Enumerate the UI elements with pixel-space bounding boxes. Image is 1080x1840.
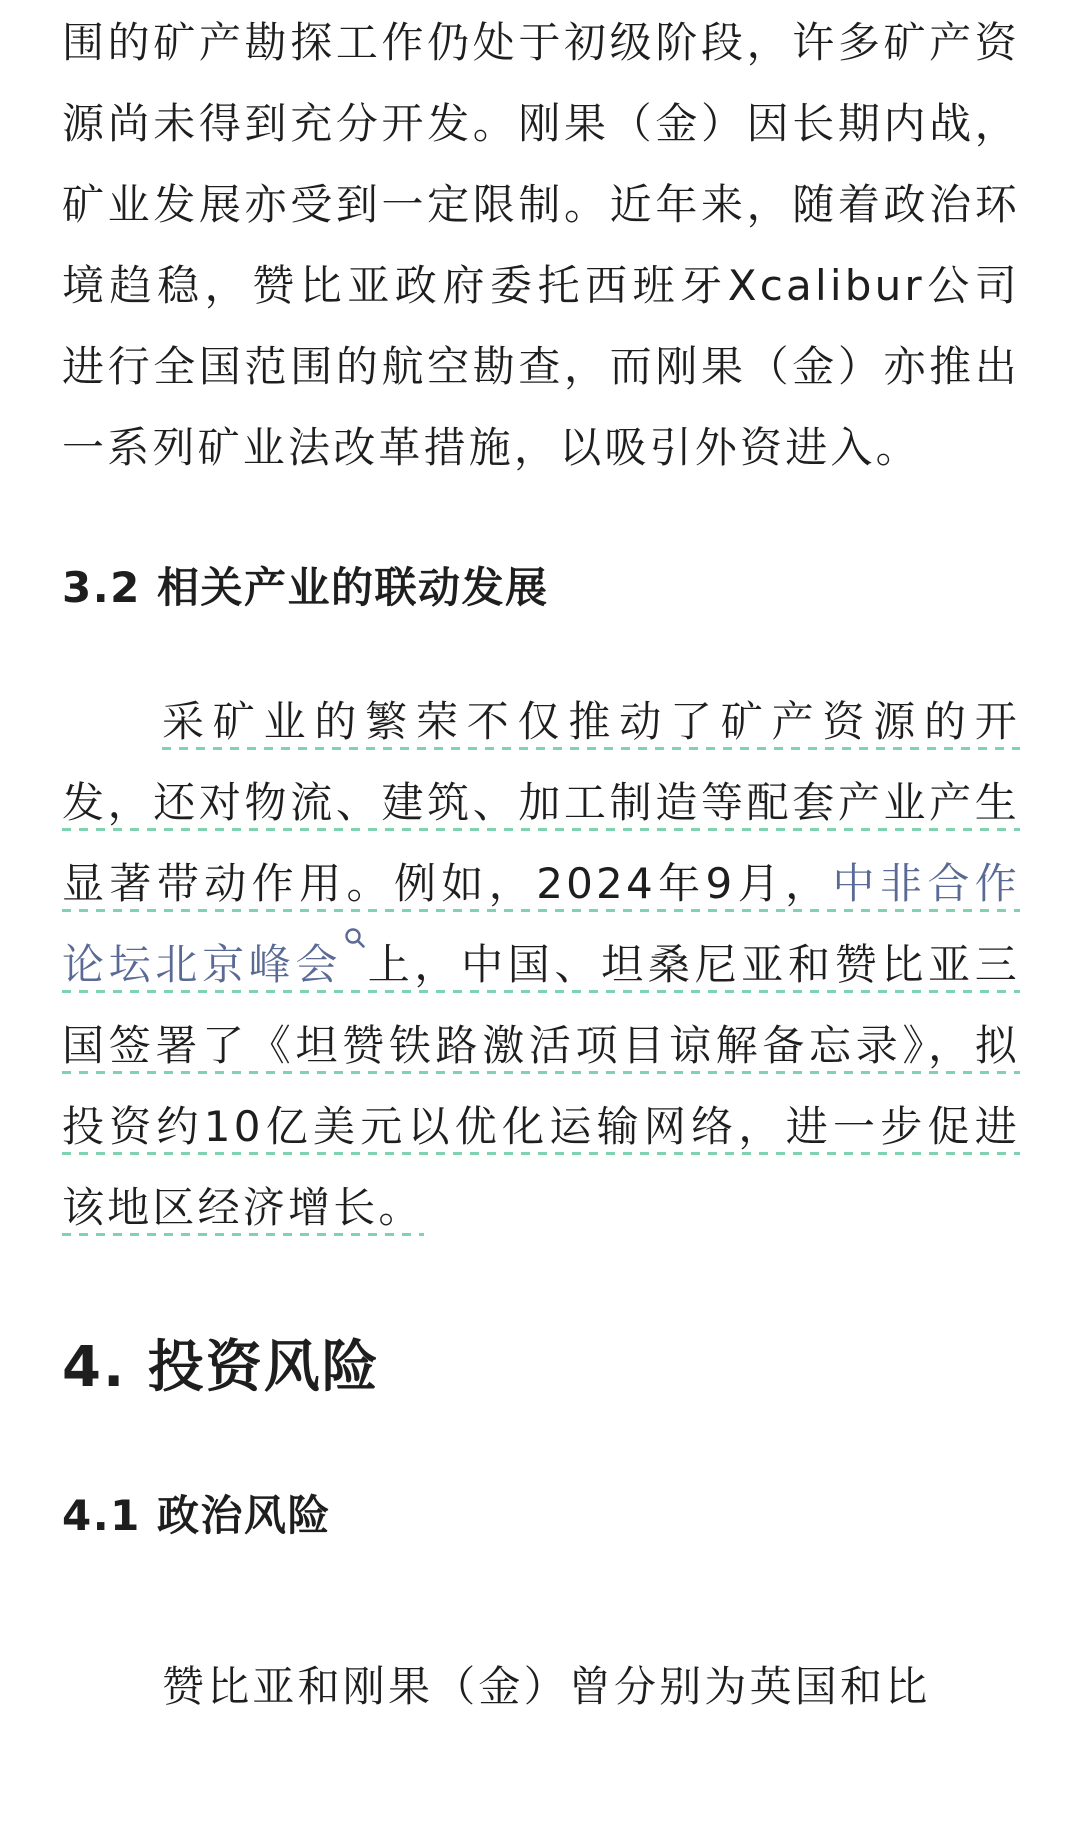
underlined-highlight [62, 697, 1020, 1236]
intro-paragraph: 围的矿产勘探工作仍处于初级阶段，许多矿产资源尚未得到充分开发。刚果（金）因长期内战，矿业发展亦受到一定限制。近年来，随着政治环境趋稳，赞比亚政府委托西班牙Xcalibur公司进行全国范围的航空勘查，而刚果（金）亦推出一系列矿业法改革措施，以吸引外资进入。 [62, 18, 1020, 472]
section-4-heading: 4. 投资风险 [62, 1335, 380, 1400]
link-label[interactable]: 中非合作论坛北京峰会 [62, 859, 1020, 989]
industry-synergy-paragraph [62, 681, 1020, 1248]
paragraph-text-before-link: 采矿业的繁荣不仅推动了矿产资源的开发，还对物流、建筑、加工制造等配套产业产生显著带动作用。例如，2024年9月， [62, 697, 1020, 908]
section-4-1-heading: 4.1 政治风险 [62, 1491, 332, 1540]
article-body [62, 0, 1020, 1727]
paragraph-text-after-link: 上，中国、坦桑尼亚和赞比亚三国签署了《坦赞铁路激活项目谅解备忘录》，拟投资约10亿美元以优化运输网络，进一步促进该地区经济增长。 [62, 940, 1020, 1232]
section-3-2-heading: 3.2 相关产业的联动发展 [62, 563, 549, 612]
search-icon[interactable] [344, 927, 366, 949]
political-risk-paragraph: 赞比亚和刚果（金）曾分别为英国和比 [162, 1662, 931, 1711]
